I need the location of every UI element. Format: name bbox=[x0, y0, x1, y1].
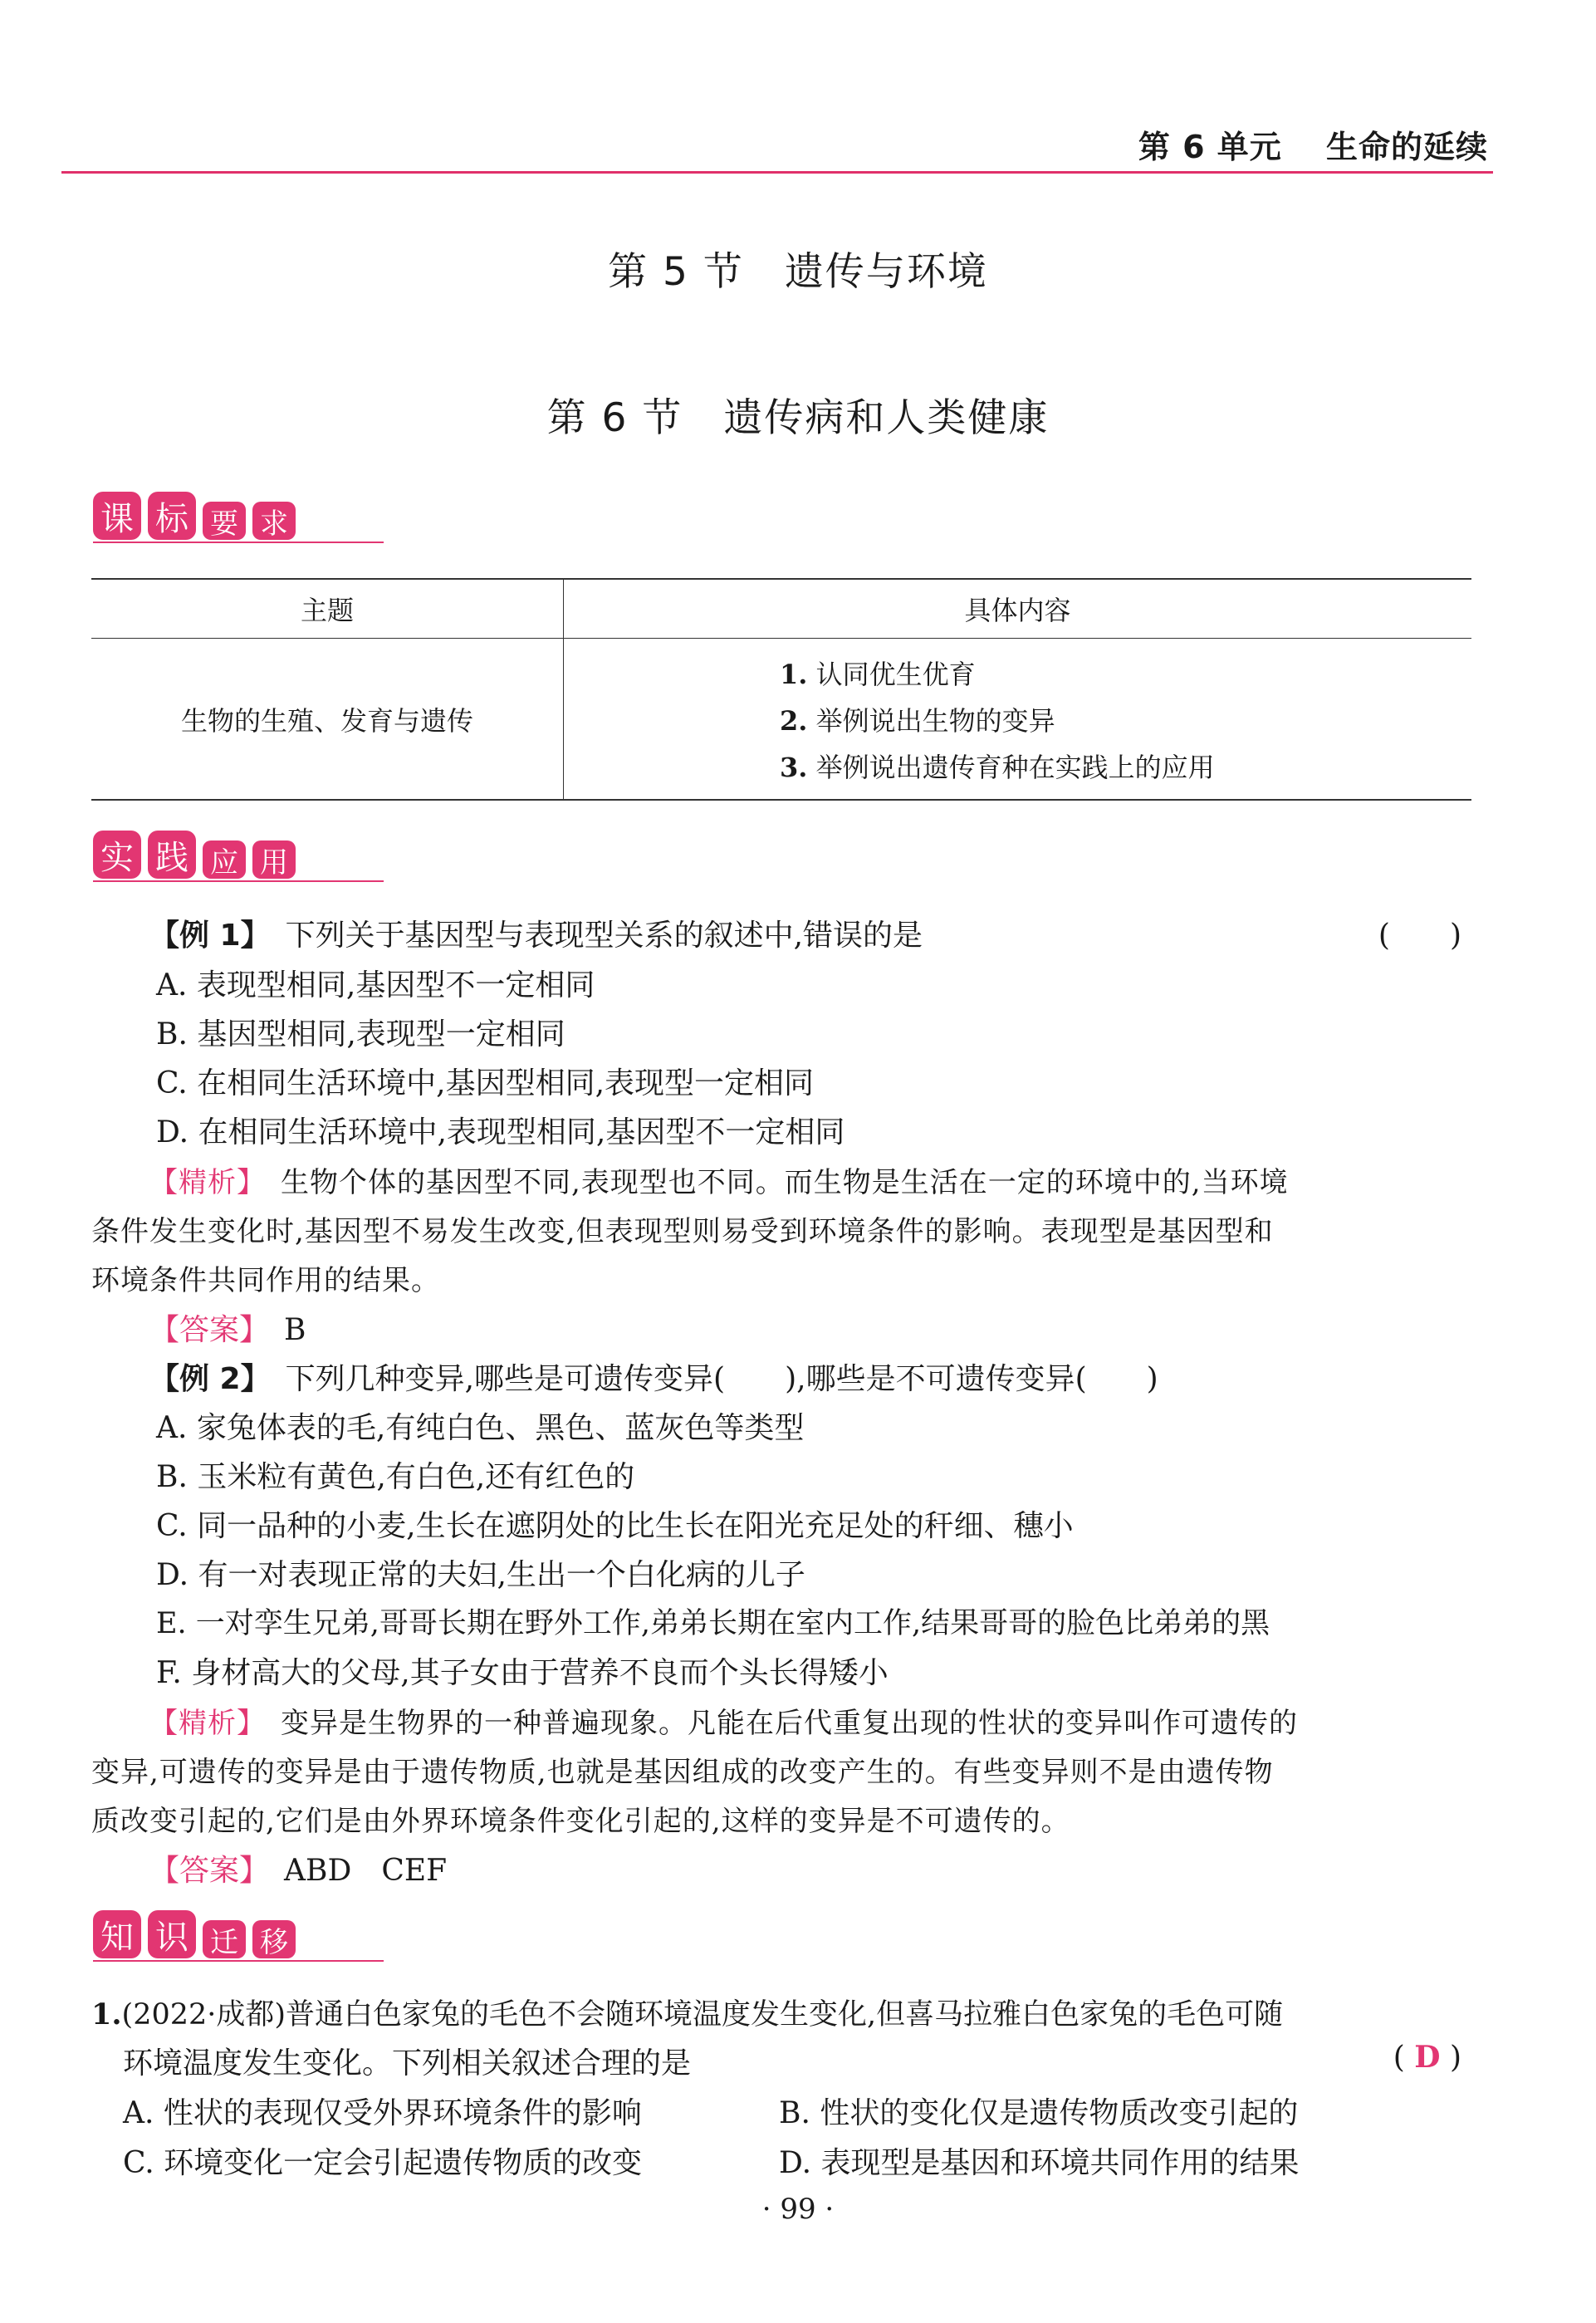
header-rule bbox=[61, 171, 1493, 174]
example-1-analysis-line: 环境条件共同作用的结果。 bbox=[91, 1264, 440, 1297]
section-5-title: 第 5 节 遗传与环境 bbox=[608, 249, 988, 295]
table-row bbox=[91, 639, 1471, 799]
example-1-analysis-line: 【精析】 生物个体的基因型不同,表现型也不同。而生物是生活在一定的环境中的,当环境 bbox=[149, 1166, 1289, 1199]
option-b: B. 性状的变化仅是遗传物质改变引起的 bbox=[779, 2096, 1299, 2130]
table-header-row bbox=[91, 580, 1471, 639]
unit-number: 第 6 单元 bbox=[1138, 129, 1282, 165]
table-cell-content bbox=[564, 639, 1471, 799]
example-2-question: 【例 2】 下列几种变异,哪些是可遗传变异( ),哪些是不可遗传变异( ) bbox=[149, 1362, 1158, 1396]
badge-char: 应 bbox=[203, 840, 246, 879]
badge-char: 践 bbox=[148, 831, 196, 879]
badge-char: 知 bbox=[93, 1910, 141, 1958]
badge-underline bbox=[93, 542, 384, 543]
option-a: A. 性状的表现仅受外界环境条件的影响 bbox=[123, 2096, 642, 2130]
example-1-analysis-line: 条件发生变化时,基因型不易发生改变,但表现型则易受到环境条件的影响。表现型是基因型和 bbox=[91, 1215, 1274, 1248]
example-1-paren: ( ) bbox=[1378, 919, 1461, 953]
option-d: D. 在相同生活环境中,表现型相同,基因型不一定相同 bbox=[156, 1115, 845, 1149]
badge-zhishi bbox=[93, 1910, 302, 1958]
list-item: 3. 举例说出遗传育种在实践上的应用 bbox=[780, 751, 1215, 783]
option-c: C. 同一品种的小麦,生长在遮阴处的比生长在阳光充足处的秆细、穗小 bbox=[156, 1509, 1074, 1543]
curriculum-table bbox=[91, 578, 1471, 801]
option-e: E. 一对孪生兄弟,哥哥长期在野外工作,弟弟长期在室内工作,结果哥哥的脸色比弟弟的黑 bbox=[156, 1607, 1270, 1640]
badge-underline bbox=[93, 1960, 384, 1962]
badge-char: 移 bbox=[252, 1920, 296, 1958]
table-cell-topic: 生物的生殖、发育与遗传 bbox=[91, 639, 564, 799]
list-item: 2. 举例说出生物的变异 bbox=[780, 704, 1055, 737]
badge-char: 课 bbox=[93, 492, 141, 540]
exercise-1-line: 环境温度发生变化。下列相关叙述合理的是 bbox=[123, 2046, 692, 2080]
badge-char: 用 bbox=[252, 840, 296, 879]
option-b: B. 基因型相同,表现型一定相同 bbox=[156, 1017, 565, 1051]
option-f: F. 身材高大的父母,其子女由于营养不良而个头长得矮小 bbox=[156, 1656, 889, 1690]
exercise-1-answer-paren: ( D ) bbox=[1393, 2040, 1461, 2075]
badge-kebiao bbox=[93, 492, 302, 540]
option-a: A. 表现型相同,基因型不一定相同 bbox=[156, 968, 595, 1002]
badge-shijian bbox=[93, 831, 302, 879]
list-item: 1. 认同优生优育 bbox=[780, 658, 976, 690]
table-header-content: 具体内容 bbox=[964, 595, 1071, 626]
badge-char: 求 bbox=[252, 502, 296, 540]
badge-char: 标 bbox=[148, 492, 196, 540]
example-1-answer: 【答案】 B bbox=[149, 1313, 306, 1347]
running-header bbox=[1138, 121, 1488, 167]
option-c: C. 在相同生活环境中,基因型相同,表现型一定相同 bbox=[156, 1066, 815, 1100]
section-6-title: 第 6 节 遗传病和人类健康 bbox=[546, 395, 1050, 441]
badge-char: 实 bbox=[93, 831, 141, 879]
badge-char: 要 bbox=[203, 502, 246, 540]
exercise-1-line: 1.(2022·成都)普通白色家兔的毛色不会随环境温度发生变化,但喜马拉雅白色家兔的毛色可随 bbox=[91, 1997, 1284, 2031]
badge-char: 识 bbox=[148, 1910, 196, 1958]
badge-underline bbox=[93, 880, 384, 882]
option-d: D. 表现型是基因和环境共同作用的结果 bbox=[779, 2146, 1300, 2180]
option-a: A. 家兔体表的毛,有纯白色、黑色、蓝灰色等类型 bbox=[156, 1411, 805, 1445]
option-b: B. 玉米粒有黄色,有白色,还有红色的 bbox=[156, 1460, 635, 1494]
badge-char: 迁 bbox=[203, 1920, 246, 1958]
example-1-question: 【例 1】 下列关于基因型与表现型关系的叙述中,错误的是 bbox=[149, 919, 923, 953]
option-c: C. 环境变化一定会引起遗传物质的改变 bbox=[123, 2146, 643, 2180]
example-2-analysis-line: 质改变引起的,它们是由外界环境条件变化引起的,这样的变异是不可遗传的。 bbox=[91, 1805, 1070, 1838]
example-2-answer: 【答案】 ABD CEF bbox=[149, 1854, 448, 1888]
table-header-topic: 主题 bbox=[91, 580, 564, 638]
exercise-1-answer: D bbox=[1414, 2040, 1441, 2075]
page-number: · 99 · bbox=[761, 2193, 835, 2226]
example-2-analysis-line: 【精析】 变异是生物界的一种普遍现象。凡能在后代重复出现的性状的变异叫作可遗传的 bbox=[149, 1707, 1298, 1740]
unit-title: 生命的延续 bbox=[1325, 129, 1488, 165]
option-d: D. 有一对表现正常的夫妇,生出一个白化病的儿子 bbox=[156, 1558, 805, 1592]
example-2-analysis-line: 变异,可遗传的变异是由于遗传物质,也就是基因组成的改变产生的。有些变异则不是由遗传物 bbox=[91, 1756, 1274, 1789]
